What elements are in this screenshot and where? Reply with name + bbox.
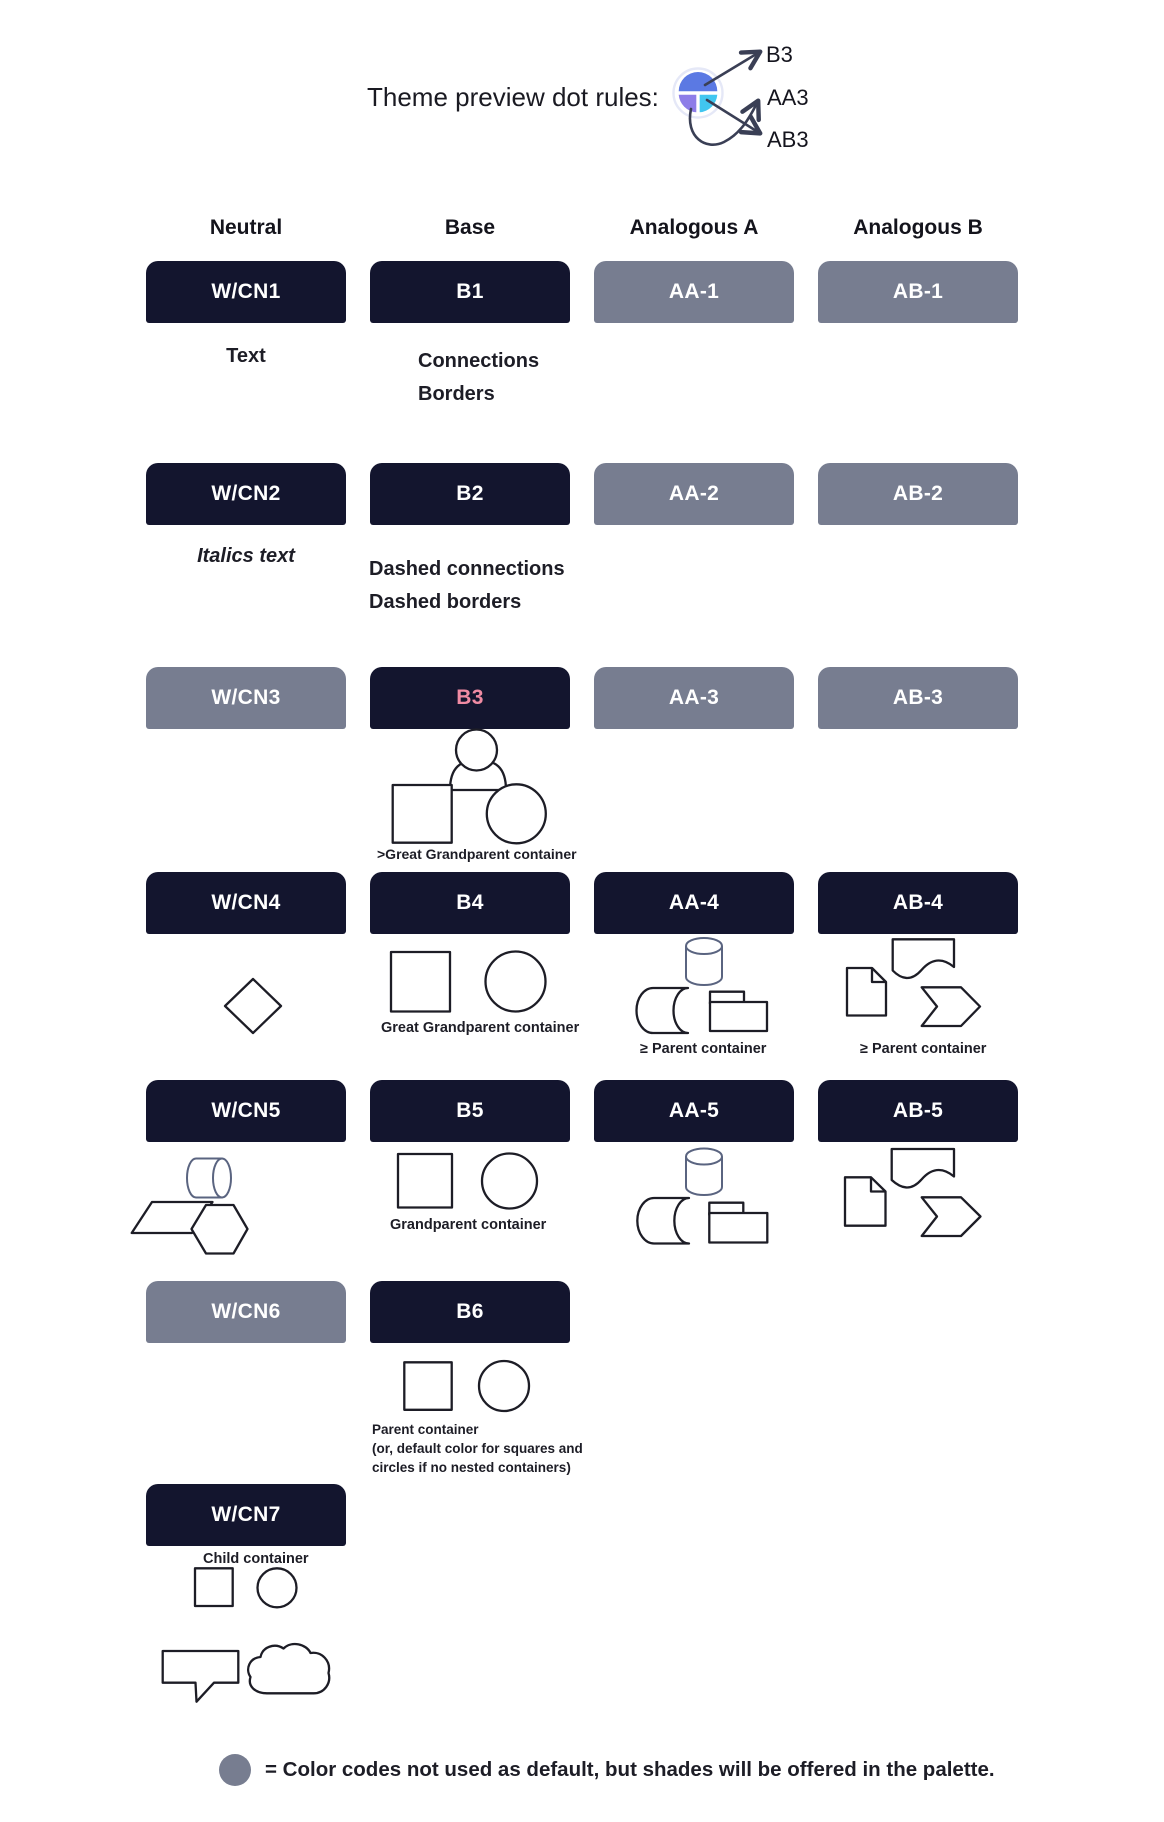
caption-b4-shapes: Great Grandparent container: [381, 1020, 580, 1036]
caption-child-container: Child container: [203, 1551, 309, 1567]
cloud-icon: [248, 1644, 329, 1693]
swatch-ab5: AB-5: [818, 1080, 1018, 1142]
note-card-icon: [845, 1177, 886, 1225]
caption-line: (or, default color for squares and: [372, 1441, 583, 1456]
swatch-ab2: AB-2: [818, 463, 1018, 525]
page-title: Theme preview dot rules:: [367, 82, 659, 112]
wcn4-example-shapes: [225, 979, 281, 1033]
circle-icon: [482, 1154, 537, 1209]
b3-example-shapes: [393, 730, 546, 844]
horizontal-cylinder-cap: [213, 1159, 231, 1198]
b6-example-shapes: [404, 1361, 529, 1411]
swatch-aa4: AA-4: [594, 872, 794, 934]
circle-icon: [258, 1568, 297, 1607]
ab4-example-shapes: [847, 939, 980, 1026]
swatch-aa3: AA-3: [594, 667, 794, 729]
caption-ab4-shapes: ≥ Parent container: [860, 1041, 987, 1057]
database-cylinder-icon: [686, 938, 722, 985]
folder-body-icon: [710, 1002, 767, 1031]
wcn5-example-shapes: [132, 1159, 248, 1254]
caption-text: Text: [226, 345, 266, 367]
b5-example-shapes: [398, 1154, 537, 1209]
swatch-ab3: AB-3: [818, 667, 1018, 729]
caption-line: Dashed connections: [369, 558, 565, 580]
dot-label-b3: B3: [766, 42, 793, 67]
column-header-analogous-b: Analogous B: [853, 216, 983, 239]
person-head-icon: [456, 730, 497, 771]
square-icon: [391, 952, 450, 1012]
swatch-wcn3: W/CN3: [146, 667, 346, 729]
caption-line: Borders: [418, 383, 495, 405]
swatch-b6: B6: [370, 1281, 570, 1343]
legend-text: = Color codes not used as default, but shades will be offered in the palette.: [265, 1758, 995, 1781]
column-header-analogous-a: Analogous A: [629, 216, 759, 239]
wcn7-example-shapes: [163, 1568, 329, 1701]
square-icon: [393, 785, 452, 843]
document-icon: [892, 1149, 954, 1187]
swatch-b5: B5: [370, 1080, 570, 1142]
chevron-tag-icon: [922, 1197, 981, 1236]
diamond-icon: [225, 979, 281, 1033]
swatch-b4: B4: [370, 872, 570, 934]
caption-line: Connections: [418, 350, 540, 372]
swatch-ab4: AB-4: [818, 872, 1018, 934]
ab5-example-shapes: [845, 1149, 981, 1236]
swatch-wcn7: W/CN7: [146, 1484, 346, 1546]
speech-bubble-icon: [163, 1651, 239, 1702]
swatch-b1: B1: [370, 261, 570, 323]
swatch-wcn4: W/CN4: [146, 872, 346, 934]
chevron-tag-icon: [922, 987, 980, 1026]
note-card-icon: [847, 968, 886, 1016]
swatch-wcn2: W/CN2: [146, 463, 346, 525]
theme-preview-dot: [674, 53, 759, 145]
circle-icon: [486, 952, 546, 1012]
document-icon: [893, 939, 954, 978]
dot-label-ab3: AB3: [767, 127, 809, 152]
swatch-ab1: AB-1: [818, 261, 1018, 323]
swatch-wcn5: W/CN5: [146, 1080, 346, 1142]
dot-label-aa3: AA3: [767, 85, 809, 110]
caption-line: circles if no nested containers): [372, 1460, 571, 1475]
caption-line: Parent container: [372, 1422, 479, 1437]
column-header-neutral: Neutral: [209, 216, 283, 239]
caption-b5-shapes: Grandparent container: [390, 1217, 547, 1233]
stored-data-icon: [637, 988, 688, 1033]
circle-icon: [479, 1361, 529, 1411]
caption-aa4-shapes: ≥ Parent container: [640, 1041, 767, 1057]
swatch-aa1: AA-1: [594, 261, 794, 323]
caption-b3-shapes: >Great Grandparent container: [377, 846, 577, 862]
swatch-wcn1: W/CN1: [146, 261, 346, 323]
swatch-wcn6: W/CN6: [146, 1281, 346, 1343]
swatch-aa2: AA-2: [594, 463, 794, 525]
aa5-example-shapes: [637, 1149, 767, 1244]
stored-data-icon: [637, 1198, 689, 1244]
aa4-example-shapes: [637, 938, 767, 1033]
b4-example-shapes: [391, 952, 546, 1012]
circle-icon: [487, 784, 546, 843]
caption-italics-text: Italics text: [197, 545, 295, 567]
swatch-b3: B3: [370, 667, 570, 729]
folder-body-icon: [709, 1213, 767, 1243]
column-header-base: Base: [444, 216, 496, 239]
database-cylinder-icon: [686, 1149, 722, 1196]
caption-line: Dashed borders: [369, 591, 522, 613]
square-icon: [404, 1362, 451, 1410]
square-icon: [398, 1154, 452, 1208]
arrow-to-b3: [705, 53, 758, 85]
swatch-b2: B2: [370, 463, 570, 525]
square-icon: [195, 1568, 233, 1606]
swatch-aa5: AA-5: [594, 1080, 794, 1142]
